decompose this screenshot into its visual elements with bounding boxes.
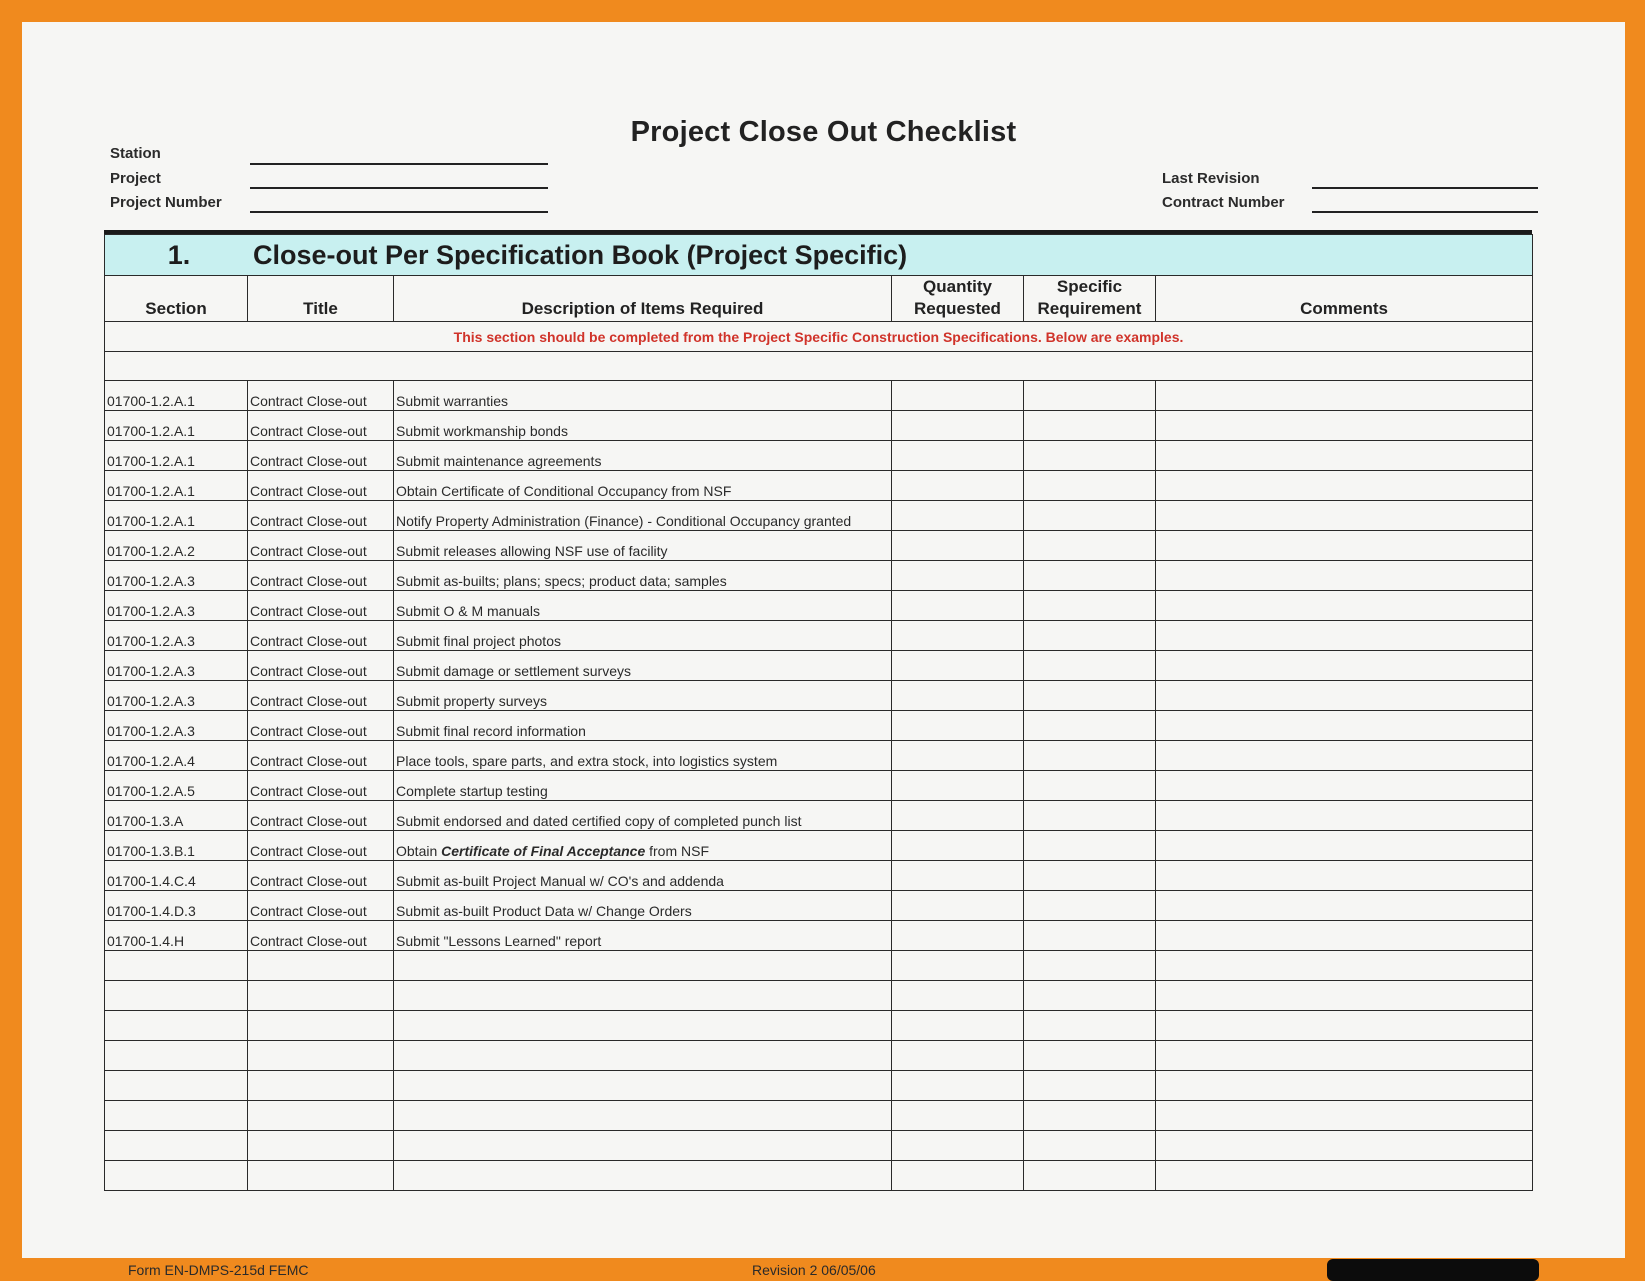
form-id: Form EN-DMPS-215d FEMC bbox=[128, 1262, 309, 1278]
table-row bbox=[105, 921, 1533, 951]
row-quantity-cell[interactable] bbox=[892, 891, 1024, 921]
row-description: Submit as-built Product Data w/ Change Orders bbox=[394, 891, 892, 921]
row-title: Contract Close-out bbox=[248, 471, 394, 501]
empty-cell[interactable] bbox=[105, 1071, 248, 1101]
row-section: 01700-1.2.A.5 bbox=[105, 771, 248, 801]
row-quantity-cell[interactable] bbox=[892, 741, 1024, 771]
empty-cell[interactable] bbox=[248, 1101, 394, 1131]
row-title: Contract Close-out bbox=[248, 441, 394, 471]
row-quantity-cell[interactable] bbox=[892, 831, 1024, 861]
empty-cell[interactable] bbox=[394, 951, 892, 981]
section-heading: Close-out Per Specification Book (Project Specific) bbox=[253, 239, 908, 270]
col-title: Title bbox=[248, 276, 394, 322]
row-section: 01700-1.2.A.1 bbox=[105, 471, 248, 501]
empty-cell[interactable] bbox=[1024, 951, 1156, 981]
row-requirement-cell[interactable] bbox=[1024, 681, 1156, 711]
table-row bbox=[105, 501, 1533, 531]
empty-cell[interactable] bbox=[1024, 1071, 1156, 1101]
checklist-table bbox=[104, 234, 1533, 1191]
row-section: 01700-1.2.A.4 bbox=[105, 741, 248, 771]
empty-cell[interactable] bbox=[892, 1041, 1024, 1071]
empty-cell[interactable] bbox=[394, 1101, 892, 1131]
row-quantity-cell[interactable] bbox=[892, 861, 1024, 891]
empty-cell[interactable] bbox=[248, 1161, 394, 1191]
row-comments-cell[interactable] bbox=[1156, 561, 1533, 591]
row-quantity-cell[interactable] bbox=[892, 681, 1024, 711]
empty-cell[interactable] bbox=[394, 1041, 892, 1071]
empty-cell[interactable] bbox=[105, 1011, 248, 1041]
row-description: Obtain Certificate of Conditional Occupancy from NSF bbox=[394, 471, 892, 501]
table-row bbox=[105, 651, 1533, 681]
empty-cell[interactable] bbox=[1024, 1011, 1156, 1041]
empty-cell[interactable] bbox=[248, 1011, 394, 1041]
row-description: Submit maintenance agreements bbox=[394, 441, 892, 471]
project-field[interactable] bbox=[250, 187, 548, 189]
col-comments: Comments bbox=[1156, 276, 1533, 322]
row-description: Complete startup testing bbox=[394, 771, 892, 801]
empty-row bbox=[105, 1101, 1533, 1131]
empty-cell[interactable] bbox=[1156, 1011, 1533, 1041]
table-row bbox=[105, 561, 1533, 591]
empty-cell[interactable] bbox=[892, 1071, 1024, 1101]
row-title: Contract Close-out bbox=[248, 621, 394, 651]
row-title: Contract Close-out bbox=[248, 861, 394, 891]
row-title: Contract Close-out bbox=[248, 381, 394, 411]
row-description: Submit releases allowing NSF use of facility bbox=[394, 531, 892, 561]
empty-cell[interactable] bbox=[1024, 1161, 1156, 1191]
row-requirement-cell[interactable] bbox=[1024, 501, 1156, 531]
empty-cell[interactable] bbox=[394, 981, 892, 1011]
row-description: Submit final record information bbox=[394, 711, 892, 741]
row-requirement-cell[interactable] bbox=[1024, 651, 1156, 681]
row-requirement-cell[interactable] bbox=[1024, 891, 1156, 921]
checklist-body bbox=[105, 322, 1533, 1191]
table-row bbox=[105, 441, 1533, 471]
row-section: 01700-1.2.A.1 bbox=[105, 411, 248, 441]
row-title: Contract Close-out bbox=[248, 801, 394, 831]
row-quantity-cell[interactable] bbox=[892, 441, 1024, 471]
empty-cell[interactable] bbox=[1156, 981, 1533, 1011]
row-requirement-cell[interactable] bbox=[1024, 801, 1156, 831]
row-section: 01700-1.2.A.3 bbox=[105, 621, 248, 651]
empty-cell[interactable] bbox=[248, 981, 394, 1011]
col-specific-requirement: Specific Requirement bbox=[1024, 276, 1156, 322]
row-description: Place tools, spare parts, and extra stock, into logistics system bbox=[394, 741, 892, 771]
row-comments-cell[interactable] bbox=[1156, 741, 1533, 771]
row-description: Submit as-builts; plans; specs; product data; samples bbox=[394, 561, 892, 591]
row-comments-cell[interactable] bbox=[1156, 441, 1533, 471]
empty-cell[interactable] bbox=[394, 1071, 892, 1101]
row-comments-cell[interactable] bbox=[1156, 501, 1533, 531]
row-title: Contract Close-out bbox=[248, 891, 394, 921]
row-description: Submit final project photos bbox=[394, 621, 892, 651]
row-comments-cell[interactable] bbox=[1156, 921, 1533, 951]
table-row bbox=[105, 891, 1533, 921]
row-quantity-cell[interactable] bbox=[892, 801, 1024, 831]
row-section: 01700-1.4.H bbox=[105, 921, 248, 951]
row-quantity-cell[interactable] bbox=[892, 411, 1024, 441]
row-comments-cell[interactable] bbox=[1156, 651, 1533, 681]
table-row bbox=[105, 471, 1533, 501]
row-description: Submit O & M manuals bbox=[394, 591, 892, 621]
empty-cell[interactable] bbox=[105, 1101, 248, 1131]
row-section: 01700-1.2.A.1 bbox=[105, 441, 248, 471]
empty-cell[interactable] bbox=[1156, 1071, 1533, 1101]
row-section: 01700-1.3.A bbox=[105, 801, 248, 831]
last-revision-field[interactable] bbox=[1312, 187, 1538, 189]
row-section: 01700-1.2.A.1 bbox=[105, 381, 248, 411]
row-description: Submit property surveys bbox=[394, 681, 892, 711]
row-requirement-cell[interactable] bbox=[1024, 411, 1156, 441]
row-section: 01700-1.4.D.3 bbox=[105, 891, 248, 921]
station-field[interactable] bbox=[250, 163, 548, 165]
row-requirement-cell[interactable] bbox=[1024, 861, 1156, 891]
row-comments-cell[interactable] bbox=[1156, 621, 1533, 651]
table-row bbox=[105, 801, 1533, 831]
row-requirement-cell[interactable] bbox=[1024, 531, 1156, 561]
row-comments-cell[interactable] bbox=[1156, 711, 1533, 741]
checklist-page bbox=[22, 22, 1625, 1278]
row-description: Submit workmanship bonds bbox=[394, 411, 892, 441]
row-quantity-cell[interactable] bbox=[892, 621, 1024, 651]
table-row bbox=[105, 771, 1533, 801]
row-title: Contract Close-out bbox=[248, 741, 394, 771]
redaction-bar bbox=[1327, 1259, 1539, 1281]
instruction-row bbox=[105, 322, 1533, 352]
row-requirement-cell[interactable] bbox=[1024, 621, 1156, 651]
row-comments-cell[interactable] bbox=[1156, 831, 1533, 861]
row-quantity-cell[interactable] bbox=[892, 471, 1024, 501]
empty-cell[interactable] bbox=[1156, 1131, 1533, 1161]
row-requirement-cell[interactable] bbox=[1024, 711, 1156, 741]
row-comments-cell[interactable] bbox=[1156, 411, 1533, 441]
row-quantity-cell[interactable] bbox=[892, 381, 1024, 411]
empty-cell[interactable] bbox=[892, 951, 1024, 981]
empty-cell[interactable] bbox=[105, 981, 248, 1011]
row-requirement-cell[interactable] bbox=[1024, 441, 1156, 471]
table-row bbox=[105, 411, 1533, 441]
empty-row bbox=[105, 981, 1533, 1011]
table-row bbox=[105, 681, 1533, 711]
row-section: 01700-1.3.B.1 bbox=[105, 831, 248, 861]
empty-cell[interactable] bbox=[248, 951, 394, 981]
empty-cell[interactable] bbox=[1156, 951, 1533, 981]
row-comments-cell[interactable] bbox=[1156, 531, 1533, 561]
row-quantity-cell[interactable] bbox=[892, 591, 1024, 621]
empty-cell[interactable] bbox=[248, 1041, 394, 1071]
row-requirement-cell[interactable] bbox=[1024, 591, 1156, 621]
table-row bbox=[105, 591, 1533, 621]
row-description: Submit warranties bbox=[394, 381, 892, 411]
row-section: 01700-1.4.C.4 bbox=[105, 861, 248, 891]
project-label: Project bbox=[110, 170, 161, 187]
empty-cell[interactable] bbox=[248, 1071, 394, 1101]
empty-cell[interactable] bbox=[394, 1131, 892, 1161]
empty-cell[interactable] bbox=[892, 1101, 1024, 1131]
row-quantity-cell[interactable] bbox=[892, 561, 1024, 591]
empty-cell[interactable] bbox=[1024, 1041, 1156, 1071]
row-title: Contract Close-out bbox=[248, 681, 394, 711]
row-title: Contract Close-out bbox=[248, 531, 394, 561]
row-section: 01700-1.2.A.3 bbox=[105, 711, 248, 741]
col-description: Description of Items Required bbox=[394, 276, 892, 322]
empty-row bbox=[105, 951, 1533, 981]
empty-cell[interactable] bbox=[248, 1131, 394, 1161]
row-requirement-cell[interactable] bbox=[1024, 381, 1156, 411]
row-section: 01700-1.2.A.3 bbox=[105, 591, 248, 621]
empty-cell[interactable] bbox=[394, 1161, 892, 1191]
row-description: Submit damage or settlement surveys bbox=[394, 651, 892, 681]
empty-cell[interactable] bbox=[105, 1041, 248, 1071]
empty-cell[interactable] bbox=[892, 1161, 1024, 1191]
row-description: Obtain Certificate of Final Acceptance from NSF bbox=[394, 831, 892, 861]
row-section: 01700-1.2.A.2 bbox=[105, 531, 248, 561]
row-description: Submit "Lessons Learned" report bbox=[394, 921, 892, 951]
row-comments-cell[interactable] bbox=[1156, 381, 1533, 411]
contract-number-field[interactable] bbox=[1312, 211, 1538, 213]
row-requirement-cell[interactable] bbox=[1024, 471, 1156, 501]
row-title: Contract Close-out bbox=[248, 711, 394, 741]
row-title: Contract Close-out bbox=[248, 411, 394, 441]
table-row bbox=[105, 381, 1533, 411]
contract-number-label: Contract Number bbox=[1162, 194, 1285, 211]
row-title: Contract Close-out bbox=[248, 501, 394, 531]
empty-row bbox=[105, 1071, 1533, 1101]
row-comments-cell[interactable] bbox=[1156, 471, 1533, 501]
col-quantity-requested: Quantity Requested bbox=[892, 276, 1024, 322]
row-title: Contract Close-out bbox=[248, 771, 394, 801]
empty-row bbox=[105, 1011, 1533, 1041]
empty-cell[interactable] bbox=[105, 1131, 248, 1161]
column-header-row bbox=[105, 276, 1533, 322]
instruction-note: This section should be completed from the Project Specific Construction Specifications. Below are examples. bbox=[105, 322, 1533, 352]
section-band bbox=[105, 235, 1533, 276]
row-description: Submit as-built Project Manual w/ CO's and addenda bbox=[394, 861, 892, 891]
row-comments-cell[interactable] bbox=[1156, 861, 1533, 891]
empty-cell[interactable] bbox=[1156, 1101, 1533, 1131]
empty-cell[interactable] bbox=[892, 981, 1024, 1011]
empty-cell[interactable] bbox=[1024, 1101, 1156, 1131]
row-quantity-cell[interactable] bbox=[892, 921, 1024, 951]
empty-row bbox=[105, 1041, 1533, 1071]
row-quantity-cell[interactable] bbox=[892, 501, 1024, 531]
row-section: 01700-1.2.A.1 bbox=[105, 501, 248, 531]
empty-cell[interactable] bbox=[394, 1011, 892, 1041]
row-section: 01700-1.2.A.3 bbox=[105, 681, 248, 711]
table-row bbox=[105, 711, 1533, 741]
empty-cell[interactable] bbox=[105, 1161, 248, 1191]
row-title: Contract Close-out bbox=[248, 561, 394, 591]
row-description: Notify Property Administration (Finance) - Conditional Occupancy granted bbox=[394, 501, 892, 531]
empty-row bbox=[105, 1161, 1533, 1191]
empty-cell[interactable] bbox=[1024, 1131, 1156, 1161]
row-title: Contract Close-out bbox=[248, 831, 394, 861]
row-quantity-cell[interactable] bbox=[892, 531, 1024, 561]
row-comments-cell[interactable] bbox=[1156, 891, 1533, 921]
row-description: Submit endorsed and dated certified copy of completed punch list bbox=[394, 801, 892, 831]
project-number-field[interactable] bbox=[250, 211, 548, 213]
row-quantity-cell[interactable] bbox=[892, 711, 1024, 741]
row-title: Contract Close-out bbox=[248, 651, 394, 681]
row-section: 01700-1.2.A.3 bbox=[105, 561, 248, 591]
row-requirement-cell[interactable] bbox=[1024, 831, 1156, 861]
row-requirement-cell[interactable] bbox=[1024, 561, 1156, 591]
col-section: Section bbox=[105, 276, 248, 322]
revision-info: Revision 2 06/05/06 bbox=[752, 1262, 876, 1278]
table-row bbox=[105, 831, 1533, 861]
page-title: Project Close Out Checklist bbox=[630, 116, 1017, 148]
project-number-label: Project Number bbox=[110, 194, 222, 211]
table-row bbox=[105, 531, 1533, 561]
table-row bbox=[105, 741, 1533, 771]
empty-cell[interactable] bbox=[105, 951, 248, 981]
row-quantity-cell[interactable] bbox=[892, 651, 1024, 681]
table-row bbox=[105, 621, 1533, 651]
empty-cell[interactable] bbox=[1156, 1161, 1533, 1191]
row-requirement-cell[interactable] bbox=[1024, 771, 1156, 801]
row-quantity-cell[interactable] bbox=[892, 771, 1024, 801]
row-title: Contract Close-out bbox=[248, 591, 394, 621]
table-row bbox=[105, 861, 1533, 891]
row-comments-cell[interactable] bbox=[1156, 681, 1533, 711]
row-comments-cell[interactable] bbox=[1156, 801, 1533, 831]
row-requirement-cell[interactable] bbox=[1024, 741, 1156, 771]
spacer-row bbox=[105, 352, 1533, 381]
section-number: 1. bbox=[167, 239, 191, 270]
spacer-cell[interactable] bbox=[105, 352, 1533, 381]
station-label: Station bbox=[110, 145, 161, 162]
row-title: Contract Close-out bbox=[248, 921, 394, 951]
empty-cell[interactable] bbox=[1156, 1041, 1533, 1071]
empty-cell[interactable] bbox=[892, 1011, 1024, 1041]
row-comments-cell[interactable] bbox=[1156, 591, 1533, 621]
last-revision-label: Last Revision bbox=[1162, 170, 1260, 187]
row-section: 01700-1.2.A.3 bbox=[105, 651, 248, 681]
checklist-sheet bbox=[104, 230, 1532, 1191]
empty-cell[interactable] bbox=[1024, 981, 1156, 1011]
empty-cell[interactable] bbox=[892, 1131, 1024, 1161]
row-comments-cell[interactable] bbox=[1156, 771, 1533, 801]
empty-row bbox=[105, 1131, 1533, 1161]
row-requirement-cell[interactable] bbox=[1024, 921, 1156, 951]
